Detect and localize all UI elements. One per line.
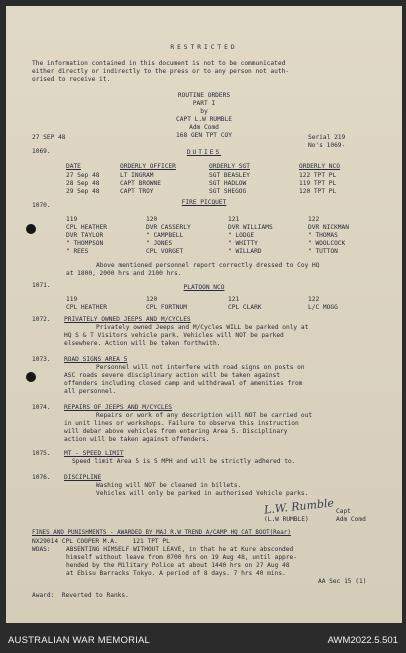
body-line: HQ S & T Visitors vehicle park. Vehicles will NOT be parked [64,332,284,339]
jeeps-heading: PRIVATELY OWNED JEEPS AND M/CYCLES [64,316,191,323]
picquet-name: DVR CASSERLY [146,224,191,231]
nco-name: CPL HEATHER [66,304,107,311]
signature-title: Adm Comd [336,516,366,523]
orders-officer: CAPT L.W RUMBLE [176,116,232,123]
notice-line: either directly or indirectly to the press or to any person not auth- [32,68,290,75]
notice-line: orised to receive it. [32,76,111,83]
picquet-name: " WILLARD [228,248,262,255]
body-line: all personnel. [64,388,117,395]
orders-by: by [200,108,208,115]
nco-name: CPL FORTNUM [146,304,187,311]
punch-hole [26,372,36,382]
platoon-number: 121 [228,216,240,223]
serial-number: Serial 219 [308,134,346,141]
platoon-nco-heading: PLATOON NCO [183,284,225,291]
notice-line: The information contained in this document is not to be communicated [32,60,286,67]
picquet-name: " CAMPBELL [146,232,184,239]
signature-name: (L.W RUMBLE) [264,516,309,523]
classification-heading: RESTRICTED [170,44,238,51]
duty-date: 28 Sep 48 [66,180,100,187]
body-line: Vehicles will only be parked in authorised Vehicle parks. [96,490,309,497]
fire-picquet-heading: FIRE PICQUET [181,199,227,206]
offence-label: WOAS: [32,546,51,553]
platoon-number: 120 [146,296,158,303]
duties-col-sgt: ORDERLY SGT [209,163,250,170]
picquet-name: DVR NICKMAN [308,224,349,231]
order-number: 1071. [32,282,51,289]
picquet-name: " JONES [146,240,173,247]
orders-appointment: Adm Comd [189,124,219,131]
order-numbers: No's 1069- [308,142,346,149]
punch-hole [26,224,36,234]
order-number: 1076. [32,474,51,481]
order-number: 1069. [32,148,51,155]
repairs-heading: REPAIRS OF JEEPS AND M/CYCLES [64,404,173,411]
picquet-name: " WHITTY [228,240,258,247]
fines-heading: FINES AND PUNISHMENTS - AWARDED BY MAJ R.W TREND A/CAMP HQ CAT BOOT(Rear) [32,530,291,536]
order-number: 1072. [32,316,51,323]
duties-col-officer: ORDERLY OFFICER [120,163,176,170]
offence-line: ABSENTING HIMSELF WITHOUT LEAVE, in that he at Kure absconded [66,546,294,553]
duty-date: 29 Sep 48 [66,188,100,195]
body-line: offenders including closed camp and withdrawal of amenities from [64,380,303,387]
orders-title: ROUTINE ORDERS [177,92,231,99]
picquet-name: " LODGE [228,232,255,239]
picquet-name: " TUTTON [308,248,338,255]
collection-name: AUSTRALIAN WAR MEMORIAL [8,635,151,646]
picquet-note: at 1800, 2000 hrs and 2100 hrs. [66,270,182,277]
road-signs-heading: ROAD SIGNS AREA 5 [64,356,128,363]
body-line: ASC roads severe disciplinary action will be taken against [64,372,281,379]
order-number: 1073. [32,356,51,363]
orders-part: PART I [192,100,216,107]
duty-officer: CAPT BROWNE [120,180,161,187]
platoon-number: 119 [66,216,78,223]
duties-col-nco: ORDERLY NCO [299,163,340,170]
duty-date: 27 Sep 48 [66,172,100,179]
offence-line: hended by the Military Police at about 1440 hrs on 27 Aug 48 [66,562,290,569]
award-line: Award: Reverted to Ranks. [32,592,129,599]
picquet-name: DVR TAYLOR [66,232,104,239]
body-line: Repairs or work of any description will NOT be carried out [96,412,313,419]
duty-officer: CAPT TROY [120,188,154,195]
offence-line: at Ebisu Barracks Tokyo. A period of 8 days. 7 hrs 40 mins. [66,570,286,577]
platoon-number: 122 [308,216,320,223]
duty-nco: 122 TPT PL [299,172,337,179]
duty-sgt: SGT HADLOW [209,180,247,187]
body-line: Washing will NOT be cleaned in billets. [96,482,242,489]
picquet-name: " REES [66,248,89,255]
document-page [6,6,402,623]
duty-nco: 120 TPT PL [299,188,337,195]
body-line: Personnel will not interfere with road signs on posts on [96,364,305,371]
body-line: will debar above vehicles from entering Area 5. Disciplinary [64,428,288,435]
body-line: Speed limit Area 5 is 5 MPH and will be strictly adhered to. [72,458,296,465]
platoon-number: 120 [146,216,158,223]
picquet-name: " WOOLCOCK [308,240,346,247]
orders-unit: 168 GEN TPT COY [176,132,232,139]
picquet-name: " THOMAS [308,232,338,239]
collection-footer [0,623,406,653]
handwritten-signature: L.W. Rumble [263,496,335,517]
orders-date: 27 SEP 48 [32,134,66,141]
nco-name: L/C MOGG [308,304,338,311]
picquet-note: Above mentioned personnel report correctly dressed to Coy HQ [96,262,320,269]
platoon-number: 121 [228,296,240,303]
body-line: Privately owned Jeeps and M/Cycles WILL be parked only at [96,324,309,331]
speed-heading: MT - SPEED LIMIT [64,450,124,457]
duties-heading: DUTIES [186,149,222,156]
body-line: in unit lines or workshops. Failure to observe this instruction [64,420,299,427]
duties-col-date: DATE [66,163,81,170]
picquet-name: DVR WILLIAMS [228,224,273,231]
duty-sgt: SGT BEASLEY [209,172,250,179]
order-number: 1070. [32,202,51,209]
discipline-heading: DISCIPLINE [64,474,102,481]
signature-rank: Capt [336,508,351,515]
accession-number: AWM2022.5.501 [327,635,398,646]
act-reference: AA Sec 15 (1) [318,578,367,585]
picquet-name: CPL HEATHER [66,224,107,231]
duty-nco: 119 TPT PL [299,180,337,187]
order-number: 1074. [32,404,51,411]
body-line: elsewhere. Action will be taken forthwith. [64,340,221,347]
platoon-number: 122 [308,296,320,303]
nco-name: CPL CLARK [228,304,262,311]
body-line: action will be taken against offenders. [64,436,210,443]
platoon-number: 119 [66,296,78,303]
picquet-name: CPL VORGET [146,248,184,255]
duty-officer: LT INGRAM [120,172,154,179]
offence-line: himself without leave from 0700 hrs on 19 Aug 48, until appre- [66,554,297,561]
order-number: 1075. [32,450,51,457]
duty-sgt: SGT SHEGOG [209,188,247,195]
soldier-line: NX29014 CPL COOPER M.A. 121 TPT PL [32,538,170,545]
picquet-name: " THOMPSON [66,240,104,247]
